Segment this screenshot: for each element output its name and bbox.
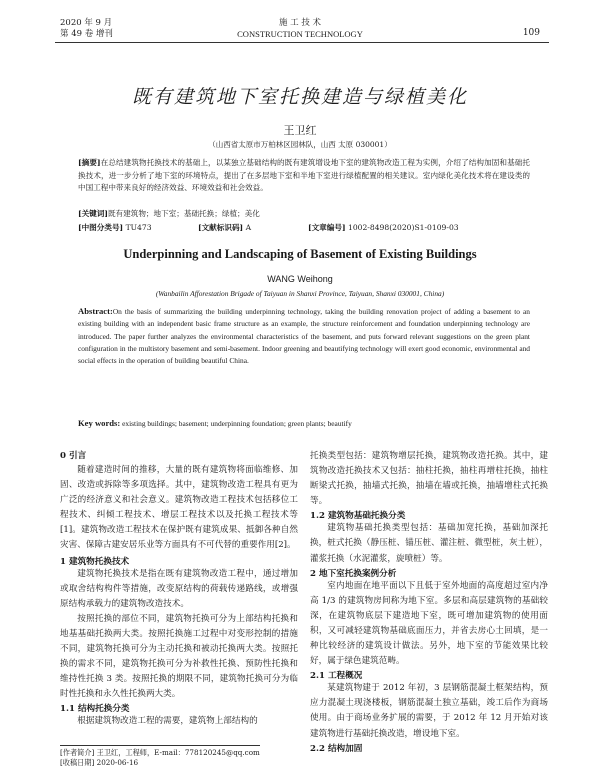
section-1-1-heading: 1.1 结构托换分类 bbox=[60, 704, 130, 715]
paper-title-zh: 既有建筑地下室托换建造与绿植美化 bbox=[131, 86, 468, 108]
abstract-zh-label: [摘要] bbox=[78, 158, 101, 167]
section-2-1-heading: 2.1 工程概况 bbox=[310, 671, 363, 682]
keywords-en bbox=[78, 417, 530, 430]
paper-title-en: Underpinning and Landscaping of Basement of Existing Buildings bbox=[123, 247, 477, 261]
document-code bbox=[198, 222, 308, 235]
abstract-zh-text: 在总结建筑物托换技术的基础上，以某独立基础结构的既有建筑增设地下室的建筑物改造工程为实例，介绍了结构加固和基础托换技术，进一步分析了地下室的环境特点，提出了在多层地下室和半地下室进行绿植配置的相关建议。室内绿化美化技术将在建设类的中国工程中带来良好的经济效益、环境效益和社会效益。 bbox=[78, 158, 531, 192]
received-date: [收稿日期] 2020-06-16 bbox=[60, 758, 139, 767]
keywords-zh-label: [关键词] bbox=[78, 209, 108, 218]
doc-label: [文献标识码] bbox=[198, 223, 244, 232]
author-en: WANG Weihong bbox=[267, 274, 333, 284]
section-2-2-heading: 2.2 结构加固 bbox=[310, 743, 363, 754]
section-2-text: 室内地面在地平面以下且低于室外地面的高度超过室内净高 1/3 的建筑物房间称为地下室。多层和高层建筑物的基础较深，在建筑物底层下建造地下室，既可增加建筑物的使用面积，又可减轻建筑物基础底面压力，并省去房心土回填，是一种比较经济的建筑设计做法。另外，地下室的节能效果比较好，属于绿色建筑范畴。 bbox=[310, 580, 548, 667]
author-zh: 王卫红 bbox=[283, 124, 317, 137]
id-label: [文章编号] bbox=[308, 223, 346, 232]
header-volume: 第 49 卷 增刊 bbox=[60, 29, 113, 39]
affiliation-en: (Wanbailin Afforestation Brigade of Taiyuan in Shanxi Province, Taiyuan, Shanxi 030001, China) bbox=[155, 289, 445, 298]
clc-number bbox=[78, 222, 198, 235]
header-date: 2020 年 9 月 bbox=[60, 18, 113, 28]
footnote-rule bbox=[60, 745, 260, 746]
section-0-text: 随着建造时间的推移，大量的既有建筑物将面临维修、加固、改造或拆除等多项选择。其中，建筑物改造工程具有更为广泛的经济意义和社会意义。建筑物改造工程技术包括移位工程技术、纠倾工程技术、增层工程技术以及托换工程技术等[1]。建筑物改造工程技术在保护既有建筑成果、抵御各种自然灾害、保障古建安居乐业等方面具有不可代替的重要作用[2]。 bbox=[60, 465, 298, 551]
abstract-en-text: On the basis of summarizing the building underpinning technology, taking the building renovation project of adding a basement to an existing building with an independent basic frame structure as an example, the structure reinforcement and foundation underpinning technology are introduced. The paper further analyzes the environmental characteristics of the basement, and puts forward relevant suggestions on the green plant configuration in the multistory basement and semi-basement. Indoor greening and beautifying technology will exert good economic, environmental and social effects in the operation of building beautiful China. bbox=[78, 307, 530, 366]
section-1-1-text: 根据建筑物改造工程的需要，建筑物上部结构的 bbox=[77, 716, 258, 727]
classification-row bbox=[78, 222, 530, 235]
right-column bbox=[310, 449, 548, 754]
clc-label: [中图分类号] bbox=[78, 223, 124, 232]
article-id bbox=[308, 222, 459, 235]
abstract-zh bbox=[78, 157, 530, 195]
section-0-heading: 0 引言 bbox=[60, 451, 87, 461]
continued-text: 托换类型包括：建筑物增层托换，建筑物改造托换。其中，建筑物改造托换技术又包括：抽柱托换，抽柱再增柱托换，抽柱断梁式托换，抽墙式托换，抽墙在墙或托换，抽墙增柱式托换等。 bbox=[310, 451, 548, 507]
keywords-en-text: existing buildings; basement; underpinning foundation; green plants; beautify bbox=[122, 419, 352, 428]
keywords-zh-text: 既有建筑物；地下室；基础托换；绿植；美化 bbox=[107, 209, 260, 218]
author-bio-text: 王卫红，工程师，E-mail：778120245@qq.com bbox=[96, 748, 260, 757]
section-1-2-text: 建筑物基础托换类型包括：基础加宽托换，基础加深托换，桩式托换（静压桩、锚压桩、灌注桩、微型桩，灰土桩），灌浆托换（水泥灌浆，旋喷桩）等。 bbox=[310, 523, 548, 564]
affiliation-zh: （山西省太原市万柏林区园林队，山西 太原 030001） bbox=[208, 140, 392, 149]
header-journal bbox=[0, 18, 600, 40]
author-bio-label: [作者简介] bbox=[60, 748, 95, 757]
clc-value: TU473 bbox=[125, 223, 152, 232]
abstract-en-label: Abstract: bbox=[78, 306, 113, 316]
journal-name-en: CONSTRUCTION TECHNOLOGY bbox=[237, 29, 363, 39]
section-2-heading: 2 地下室托换案例分析 bbox=[310, 568, 397, 579]
abstract-en bbox=[78, 305, 530, 367]
id-value: 1002-8498(2020)S1-0109-03 bbox=[347, 223, 459, 232]
section-1-para-2: 按照托换的部位不同，建筑物托换可分为上部结构托换和地基基础托换两大类。按照托换施工过程中对变形控制的措施不同，建筑物托换可分为主动托换和被动托换两大类。按照托换的需求不同，建筑物托换可分为补救性托换、预防性托换和维持性托换 3 类。按照托换的期限不同，建筑物托换可分为临时性托换和永久性托换两大类。 bbox=[60, 613, 298, 700]
section-1-para-1: 建筑物托换技术是指在既有建筑物改造工程中，通过增加或取舍结构构件等措施，改变原结构的荷载传递路线，或增强原结构承载力的建筑物改造技术。 bbox=[60, 568, 298, 609]
page-number: 109 bbox=[522, 28, 540, 38]
doc-value: A bbox=[245, 223, 252, 232]
section-1-heading: 1 建筑物托换技术 bbox=[60, 556, 130, 567]
keywords-zh bbox=[78, 208, 530, 221]
keywords-en-label: Key words: bbox=[78, 418, 121, 428]
header-rule bbox=[55, 42, 549, 43]
author-bio bbox=[60, 748, 300, 758]
section-2-1-text: 某建筑物建于 2012 年初，3 层钢筋混凝土框架结构，预应力混凝土现浇楼板，钢筋混凝土独立基础，竣工后作为商场使用。由于商场业务扩展的需要，于 2012 年 12 月开始对该建筑物进行基础托换改造，增设地下室。 bbox=[310, 683, 548, 739]
journal-name-zh: 施 工 技 术 bbox=[278, 18, 322, 28]
footnote bbox=[60, 748, 300, 768]
left-column bbox=[60, 449, 298, 730]
section-1-2-heading: 1.2 建筑物基础托换分类 bbox=[310, 511, 406, 522]
